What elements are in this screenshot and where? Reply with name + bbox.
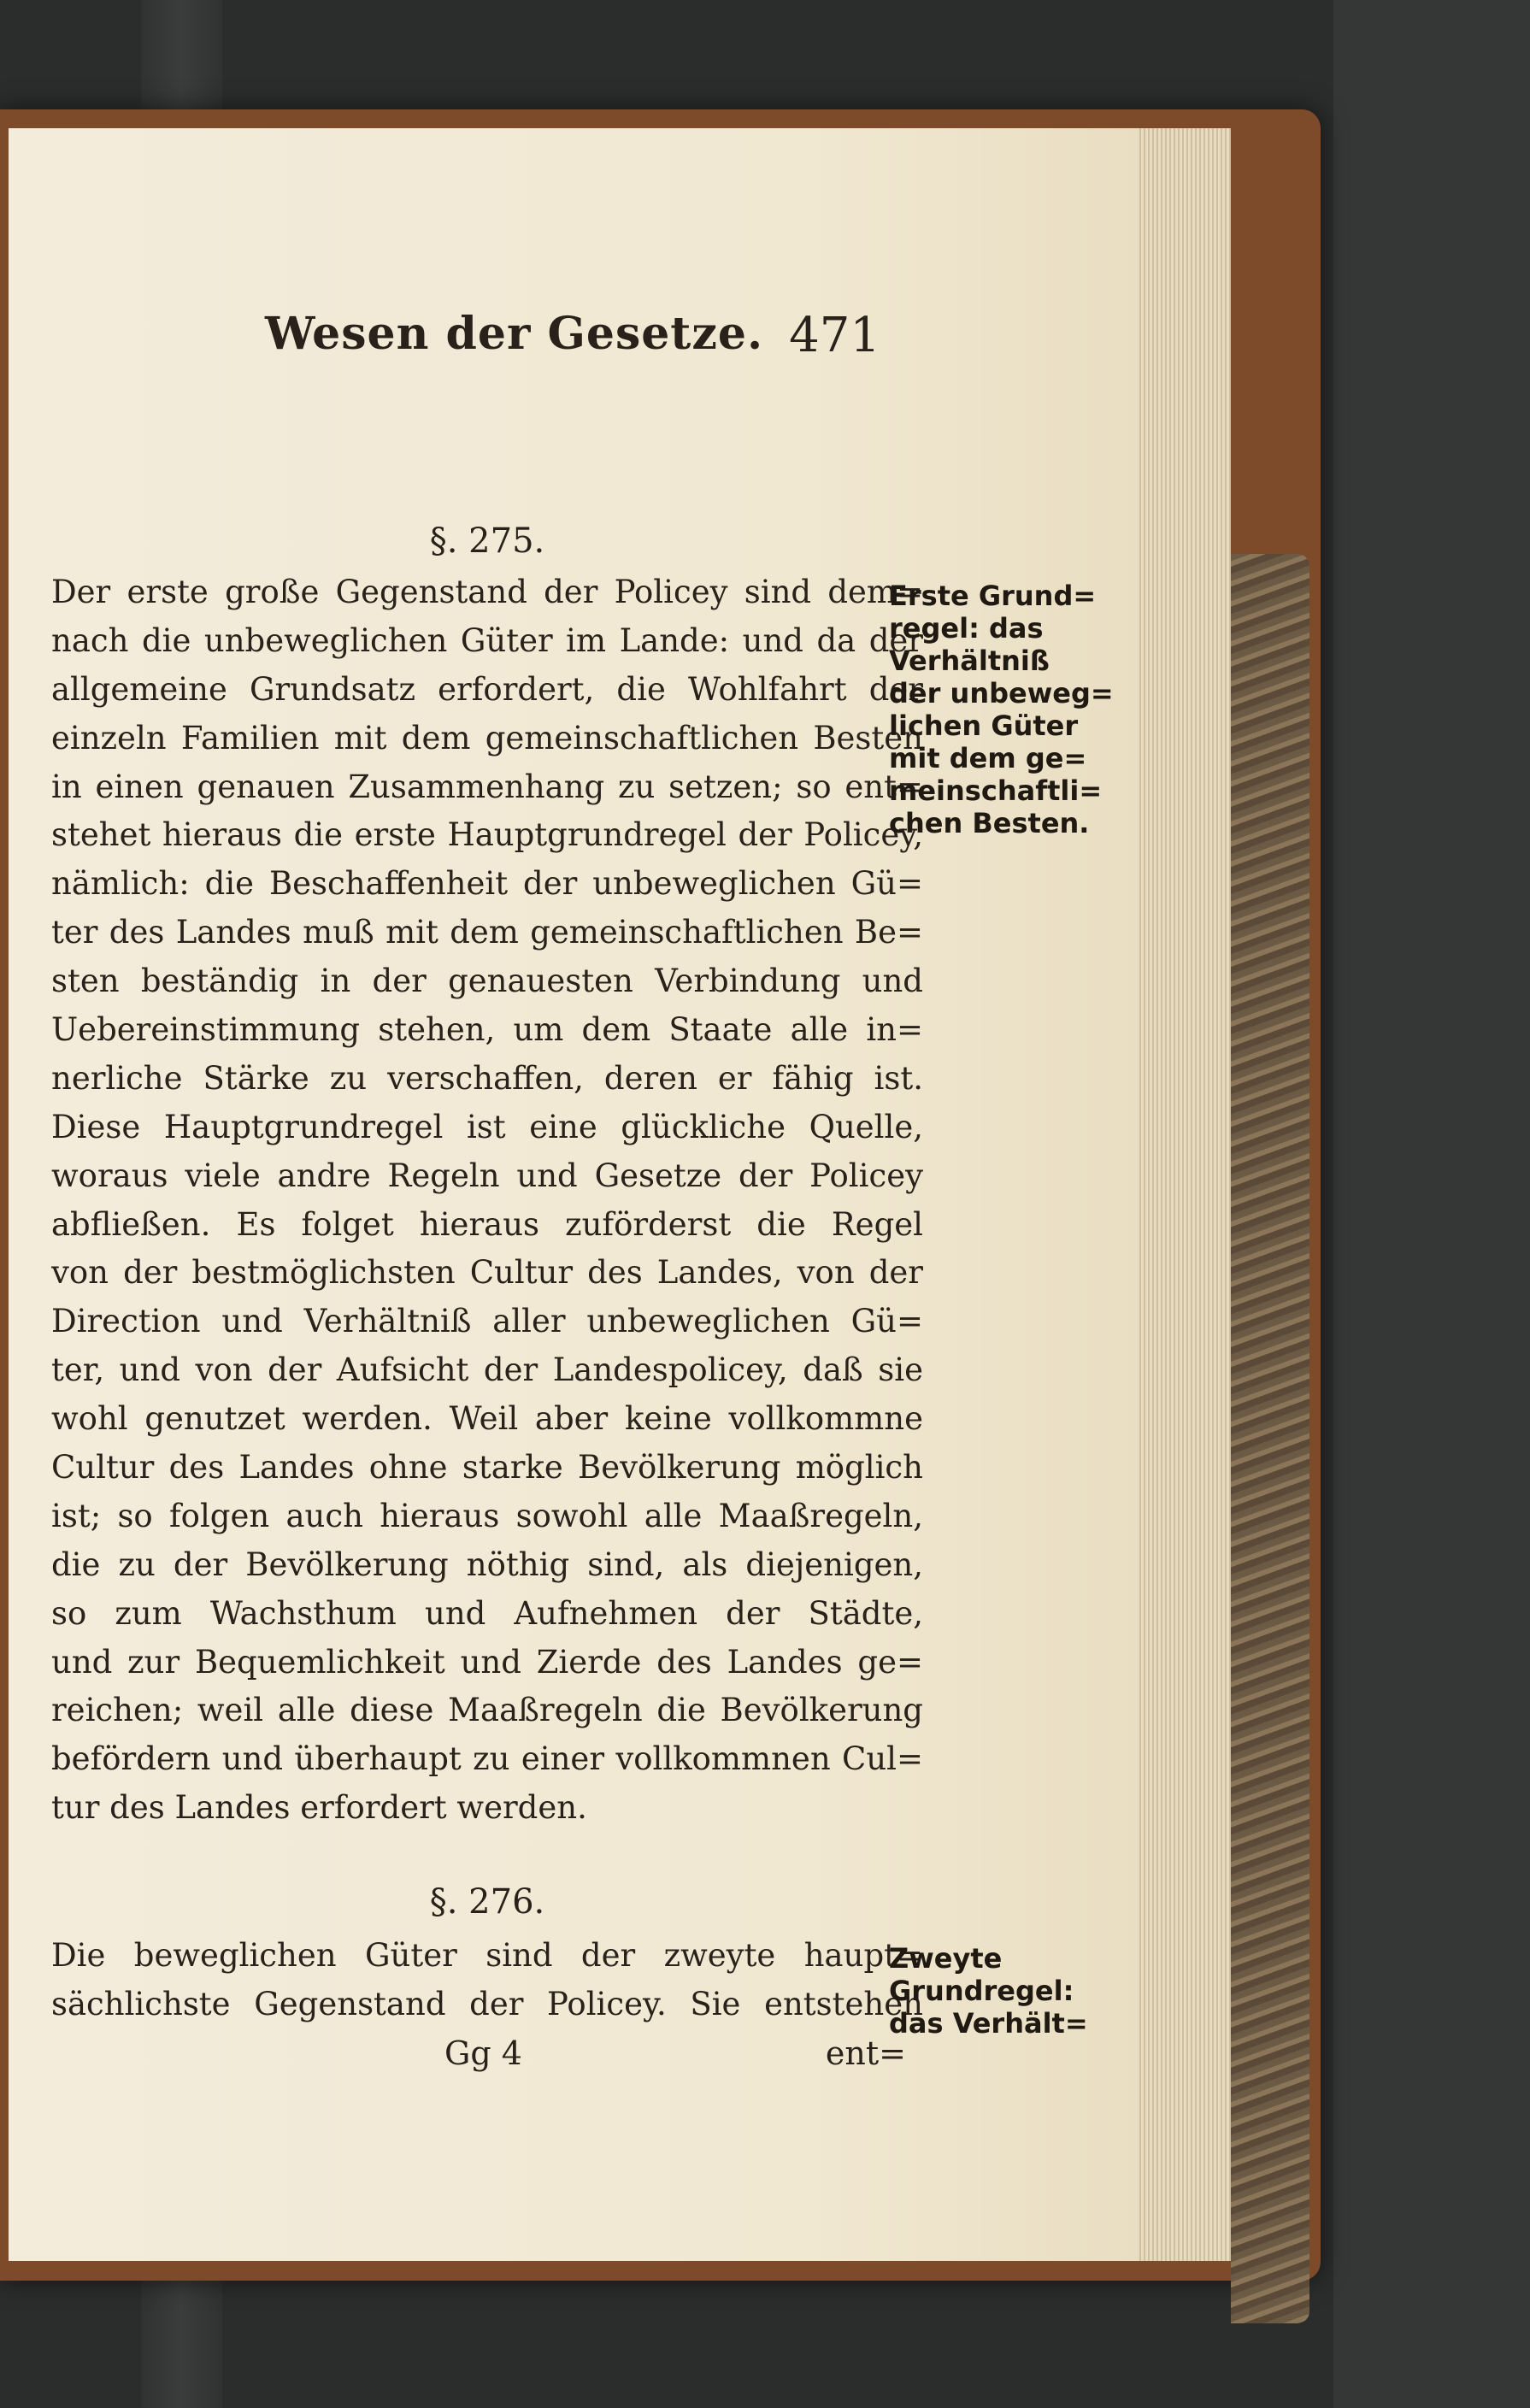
text-line: wohl genutzet werden. Weil aber keine vollkommne — [51, 1400, 923, 1438]
margin-note-line: der unbeweg= — [889, 677, 1114, 709]
text-line: ter, und von der Aufsicht der Landespolicey, daß sie — [51, 1351, 923, 1389]
margin-note-line: das Verhält= — [889, 2007, 1088, 2040]
signature-mark: Gg 4 — [444, 2034, 522, 2072]
text-line: Der erste große Gegenstand der Policey sind dem= — [51, 574, 923, 610]
text-line: von der bestmöglichsten Cultur des Landes, von der — [51, 1254, 923, 1292]
margin-note-line: Erste Grund= — [889, 580, 1097, 612]
text-line: woraus viele andre Regeln und Gesetze der Policey — [51, 1157, 923, 1194]
section-heading-275: §. 275. — [429, 521, 545, 561]
text-line: nämlich: die Beschaffenheit der unbeweglichen Gü= — [51, 865, 923, 903]
catchword: ent= — [825, 2034, 906, 2072]
page-header — [265, 308, 880, 376]
section-heading-276: §. 276. — [429, 1882, 545, 1922]
book-page — [9, 128, 1137, 2261]
text-line: allgemeine Grundsatz erfordert, die Wohlfahrt der — [51, 670, 923, 708]
background-right — [1333, 0, 1530, 2408]
text-line: Die beweglichen Güter sind der zweyte haupt= — [51, 1937, 923, 1974]
text-line: die zu der Bevölkerung nöthig sind, als diejenigen, — [51, 1545, 923, 1583]
paragraph-275 — [51, 568, 923, 1833]
text-line: Cultur des Landes ohne starke Bevölkerung möglich — [51, 1449, 923, 1487]
text-line: Direction und Verhältniß aller unbeweglichen Gü= — [51, 1303, 923, 1340]
text-line: befördern und überhaupt zu einer vollkommnen Cul= — [51, 1740, 923, 1778]
marbled-cover — [1231, 554, 1309, 2323]
text-line: sten beständig in der genauesten Verbindung und — [51, 963, 923, 1000]
text-line: sächlichste Gegenstand der Policey. Sie entstehen — [51, 1985, 923, 2022]
margin-note-line: mit dem ge= — [889, 742, 1087, 774]
page-edges — [1133, 128, 1231, 2261]
text-line: nerliche Stärke zu verschaffen, deren er fähig ist. — [51, 1059, 923, 1097]
text-line: einzeln Familien mit dem gemeinschaftlichen Besten — [51, 719, 923, 757]
text-line: in einen genauen Zusammenhang zu setzen; so ent= — [51, 768, 923, 805]
text-line: ist; so folgen auch hieraus sowohl alle Maaßregeln, — [51, 1497, 923, 1534]
text-line: ter des Landes muß mit dem gemeinschaftlichen Be= — [51, 914, 923, 951]
text-line: Uebereinstimmung stehen, um dem Staate alle in= — [51, 1011, 923, 1049]
page-number: 471 — [789, 308, 880, 363]
paragraph-276 — [51, 1932, 923, 2029]
text-line: nach die unbeweglichen Güter im Lande: und da der — [51, 621, 923, 659]
margin-note-line: Zweyte — [889, 1942, 1003, 1975]
text-line: Diese Hauptgrundregel ist eine glückliche Quelle, — [51, 1108, 923, 1145]
text-line: so zum Wachsthum und Aufnehmen der Städte, — [51, 1594, 923, 1632]
margin-note-line: meinschaftli= — [889, 774, 1103, 807]
text-line: und zur Bequemlichkeit und Zierde des Landes ge= — [51, 1643, 923, 1681]
margin-note-line: chen Besten. — [889, 807, 1090, 839]
text-line: stehet hieraus die erste Hauptgrundregel der Policey, — [51, 816, 923, 854]
margin-note-276 — [889, 1942, 1094, 2040]
text-line: reichen; weil alle diese Maaßregeln die Bevölkerung — [51, 1692, 923, 1729]
text-line: tur des Landes erfordert werden. — [51, 1789, 587, 1827]
margin-note-275 — [889, 580, 1114, 839]
margin-note-line: lichen Güter — [889, 709, 1079, 742]
margin-note-line: Verhältniß — [889, 645, 1050, 677]
margin-note-line: regel: das — [889, 612, 1044, 645]
text-line: abfließen. Es folget hieraus zuförderst die Regel — [51, 1205, 923, 1243]
page-footer — [51, 2034, 923, 2082]
running-title: Wesen der Gesetze. — [265, 308, 764, 360]
margin-note-line: Grundregel: — [889, 1975, 1074, 2007]
